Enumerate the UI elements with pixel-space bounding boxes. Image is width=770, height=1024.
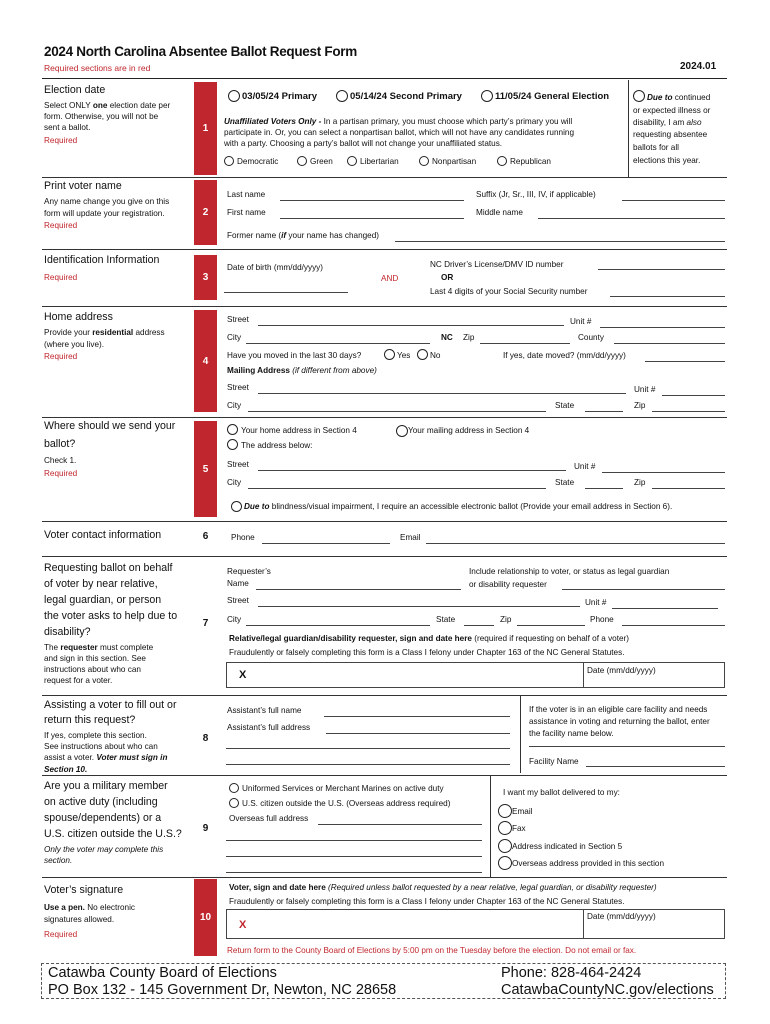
moved-yes-radio[interactable] [384, 349, 395, 360]
requester-signature-instructions: Relative/legal guardian/disability requester, sign and date here (required if requesting on behalf of a voter) [229, 634, 630, 643]
signature-x-mark: X [239, 919, 247, 931]
former-name-label: Former name (if your name has changed) [227, 231, 380, 240]
county-board-address: PO Box 132 - 145 Government Dr, Newton, NC 28658 [48, 982, 397, 998]
phone-field[interactable] [622, 625, 725, 626]
mailing-zip-label: Zip [634, 401, 646, 410]
section-title-line: on active duty (including [44, 796, 158, 808]
section-divider [42, 306, 727, 307]
header-divider [42, 78, 727, 79]
street-label: Street [227, 315, 249, 324]
county-board-name: Catawba County Board of Elections [48, 965, 277, 981]
section-title: Print voter name [44, 180, 122, 192]
care-facility-note-line: assistance in voting and returning the ballot, enter [529, 717, 710, 726]
section-title: Where should we send your [44, 420, 176, 432]
column-divider [490, 776, 491, 877]
party-republican-radio[interactable] [497, 156, 507, 166]
all-elections-radio[interactable] [633, 90, 645, 102]
last-name-field[interactable] [280, 200, 464, 201]
section-instructions: Any name change you give on this [44, 197, 170, 206]
assistant-name-label: Assistant’s full name [227, 706, 302, 715]
section-title: Assisting a voter to fill out or [44, 699, 177, 711]
phone-field[interactable] [262, 543, 390, 544]
overseas-address-label: Overseas full address [229, 814, 309, 823]
county-board-footer [41, 963, 726, 999]
unaffiliated-voters-note-line: participate in. Or, you can select a nonpartisan ballot, which will not have any candidates running [224, 128, 574, 137]
election-03-05-24-label: 03/05/24 Primary [242, 91, 318, 102]
citizen-outside-us-radio[interactable] [229, 798, 239, 808]
required-label: Required [44, 136, 78, 145]
middle-name-field[interactable] [538, 218, 725, 219]
section-instructions-line: instructions about who can [44, 665, 141, 674]
party-nonpartisan-radio[interactable] [419, 156, 429, 166]
send-mailing-address-radio[interactable] [396, 425, 408, 437]
zip-label: Zip [634, 478, 646, 487]
deliver-email-label: Email [512, 807, 533, 816]
drivers-license-label: NC Driver’s License/DMV ID number [430, 260, 564, 269]
section-number: 6 [202, 530, 209, 542]
section-title-line: of voter by near relative, [44, 578, 158, 590]
mailing-city-field[interactable] [248, 411, 546, 412]
party-libertarian-label: Libertarian [360, 157, 399, 166]
party-republican-label: Republican [510, 157, 551, 166]
section-instructions-line: See instructions about who can [44, 742, 158, 751]
section-instructions-line: form. Otherwise, you will not be [44, 112, 159, 121]
form-version: 2024.01 [680, 61, 717, 72]
section-divider [42, 775, 727, 776]
city-label: City [227, 333, 242, 342]
unit-label: Unit # [574, 462, 596, 471]
moved-question: Have you moved in the last 30 days? [227, 351, 362, 360]
section-divider [42, 521, 727, 522]
state-field[interactable] [464, 625, 494, 626]
former-name-field[interactable] [395, 241, 725, 242]
mailing-state-field[interactable] [585, 411, 623, 412]
party-democratic-radio[interactable] [224, 156, 234, 166]
section-instructions: Use a pen. No electronic [44, 903, 136, 912]
street-label: Street [227, 596, 249, 605]
all-elections-label-line: requesting absentee [633, 130, 708, 139]
section-divider [42, 177, 727, 178]
street-label: Street [227, 460, 249, 469]
party-libertarian-radio[interactable] [347, 156, 357, 166]
section-divider [42, 877, 727, 878]
section-divider [42, 249, 727, 250]
signature-x-mark: X [239, 669, 247, 681]
deliver-section5-address-label: Address indicated in Section 5 [512, 842, 623, 851]
unaffiliated-voters-note-line: with a party. Choosing a party’s ballot will not change your unaffiliated status. [224, 139, 503, 148]
party-green-radio[interactable] [297, 156, 307, 166]
send-address-below-radio[interactable] [227, 439, 238, 450]
fraud-warning: Fraudulently or falsely completing this form is a Class I felony under Chapter 163 of the NC General Statutes. [229, 648, 625, 657]
election-03-05-24-radio[interactable] [228, 90, 240, 102]
form-title: 2024 North Carolina Absentee Ballot Request Form [44, 44, 357, 59]
last-name-label: Last name [227, 190, 266, 199]
county-board-phone: Phone: 828-464-2424 [501, 965, 642, 981]
zip-label: Zip [500, 615, 512, 624]
section-instructions: Check 1. [44, 456, 77, 465]
deliver-email-radio[interactable] [498, 804, 512, 818]
unit-field[interactable] [600, 327, 725, 328]
mailing-street-label: Street [227, 383, 249, 392]
voter-signature-box[interactable] [226, 909, 584, 939]
deliver-section5-address-radio[interactable] [498, 839, 512, 853]
email-field[interactable] [426, 543, 725, 544]
election-11-05-24-label: 11/05/24 General Election [495, 91, 610, 102]
county-board-website[interactable]: CatawbaCountyNC.gov/elections [501, 982, 714, 998]
date-of-birth-field[interactable] [224, 292, 348, 293]
deliver-fax-label: Fax [512, 824, 526, 833]
section-divider [42, 695, 727, 696]
uniformed-services-radio[interactable] [229, 783, 239, 793]
city-field[interactable] [246, 343, 430, 344]
state-field[interactable] [585, 488, 623, 489]
first-name-label: First name [227, 208, 266, 217]
section-number-badge: 2 [194, 180, 217, 245]
mailing-zip-field[interactable] [652, 411, 725, 412]
all-elections-label-line: elections this year. [633, 156, 701, 165]
section-title-line: spouse/dependents) or a [44, 812, 162, 824]
facility-name-field[interactable] [586, 766, 725, 767]
section-number: 8 [202, 732, 209, 744]
mailing-unit-field[interactable] [662, 395, 725, 396]
section-instructions: Provide your residential address [44, 328, 165, 337]
send-home-address-radio[interactable] [227, 424, 238, 435]
unit-field[interactable] [612, 608, 718, 609]
requester-date-box[interactable] [584, 662, 725, 688]
city-label: City [227, 615, 242, 624]
zip-field[interactable] [652, 488, 725, 489]
unit-field[interactable] [602, 472, 725, 473]
election-05-14-24-label: 05/14/24 Second Primary [350, 91, 462, 102]
send-address-below-label: The address below: [241, 441, 313, 450]
deliver-fax-radio[interactable] [498, 821, 512, 835]
section-divider [42, 417, 727, 418]
county-field[interactable] [614, 343, 725, 344]
facility-name-line[interactable] [529, 746, 725, 747]
moved-no-label: No [430, 351, 441, 360]
column-divider [628, 80, 629, 177]
ssn-last4-label: Last 4 digits of your Social Security number [430, 287, 588, 296]
zip-field[interactable] [517, 625, 585, 626]
mailing-address-heading: Mailing Address (if different from above) [227, 366, 377, 375]
voter-signature-instructions: Voter, sign and date here (Required unless ballot requested by a near relative, legal guardian, or disability requester) [229, 883, 657, 892]
required-label: Required [44, 273, 78, 282]
requester-name-field[interactable] [256, 589, 461, 590]
city-field[interactable] [248, 488, 546, 489]
section-number-badge: 3 [194, 255, 217, 300]
requester-signature-box[interactable] [226, 662, 584, 688]
section-title-line: return this request? [44, 714, 136, 726]
citizen-outside-us-label: U.S. citizen outside the U.S. (Overseas address required) [242, 799, 451, 808]
unit-label: Unit # [585, 598, 607, 607]
section-title: Are you a military member [44, 780, 168, 792]
mailing-unit-label: Unit # [634, 385, 656, 394]
all-elections-label-line: ballots for all [633, 143, 679, 152]
section-instructions-line: section. [44, 856, 73, 865]
requester-name-label-line: Name [227, 579, 249, 588]
all-elections-label: Due to continued [647, 93, 711, 102]
section-instructions: Select ONLY one election date per [44, 101, 171, 110]
zip-label: Zip [463, 333, 475, 342]
state-nc-label: NC [441, 333, 453, 342]
first-name-field[interactable] [280, 218, 464, 219]
return-deadline-note: Return form to the County Board of Elections by 5:00 pm on the Tuesday before the election. Do not email or fax. [227, 946, 637, 955]
required-label: Required [44, 930, 78, 939]
section-title-line: ballot? [44, 438, 76, 450]
section-instructions-line: sent a ballot. [44, 123, 91, 132]
required-label: Required [44, 352, 78, 361]
street-field[interactable] [258, 470, 566, 471]
assistant-name-field[interactable] [324, 716, 510, 717]
section-title: Voter’s signature [44, 884, 124, 896]
section-instructions-line: assist a voter. Voter must sign in [44, 753, 168, 762]
section-instructions-line: signatures allowed. [44, 915, 115, 924]
required-label: Required [44, 469, 78, 478]
accessible-ballot-label: Due to blindness/visual impairment, I require an accessible electronic ballot (Provide your email address in Section 6). [244, 502, 673, 511]
city-field[interactable] [246, 625, 430, 626]
zip-field[interactable] [480, 343, 570, 344]
phone-label: Phone [231, 533, 255, 542]
relationship-label-line: or disability requester [469, 580, 547, 589]
section-title: Identification Information [44, 254, 160, 266]
moved-no-radio[interactable] [417, 349, 428, 360]
section-title-line: disability? [44, 626, 91, 638]
voter-date-box[interactable] [584, 909, 725, 939]
unaffiliated-voters-note: Unaffiliated Voters Only - In a partisan primary, you must choose which party’s primary you will [224, 117, 573, 126]
section-title-line: U.S. citizen outside the U.S.? [44, 828, 182, 840]
date-label: Date (mm/dd/yyyy) [587, 912, 656, 921]
date-label: Date (mm/dd/yyyy) [587, 666, 656, 675]
ssn-last4-field[interactable] [610, 296, 725, 297]
suffix-label: Suffix (Jr, Sr., III, IV, if applicable) [476, 190, 596, 199]
relationship-field[interactable] [562, 589, 725, 590]
assistant-address-field[interactable] [326, 733, 510, 734]
relationship-label: Include relationship to voter, or status as legal guardian [469, 567, 670, 576]
all-elections-label-line: disability, I am also [633, 118, 702, 127]
city-label: City [227, 478, 242, 487]
requester-name-label: Requester’s [227, 567, 271, 576]
and-label: AND [381, 274, 399, 283]
or-label: OR [441, 273, 454, 282]
section-divider [42, 556, 727, 557]
overseas-address-field-line[interactable] [226, 840, 482, 841]
unit-label: Unit # [570, 317, 592, 326]
section-title-line: the voter asks to help due to [44, 610, 178, 622]
date-moved-field[interactable] [645, 361, 725, 362]
column-divider [520, 696, 521, 773]
section-title-line: legal guardian, or person [44, 594, 162, 606]
drivers-license-field[interactable] [598, 269, 725, 270]
section-title: Voter contact information [44, 529, 162, 541]
section-number: 7 [202, 617, 209, 629]
party-nonpartisan-label: Nonpartisan [432, 157, 477, 166]
all-elections-label-line: or expected illness or [633, 106, 711, 115]
section-instructions: Only the voter may complete this [44, 845, 164, 854]
section-title: Home address [44, 311, 113, 323]
election-05-14-24-radio[interactable] [336, 90, 348, 102]
section-number: 9 [202, 822, 209, 834]
moved-yes-label: Yes [397, 351, 411, 360]
overseas-address-field[interactable] [318, 824, 482, 825]
county-label: County [578, 333, 604, 342]
assistant-address-field-line[interactable] [226, 748, 510, 749]
delivery-method-label: I want my ballot delivered to my: [503, 788, 620, 797]
section-number-badge: 10 [194, 879, 217, 956]
care-facility-note-line: the facility name below. [529, 729, 614, 738]
email-label: Email [400, 533, 421, 542]
date-of-birth-label: Date of birth (mm/dd/yyyy) [227, 263, 323, 272]
section-title: Election date [44, 84, 106, 96]
state-label: State [555, 478, 575, 487]
uniformed-services-label: Uniformed Services or Merchant Marines on active duty [242, 784, 444, 793]
phone-label: Phone [590, 615, 614, 624]
middle-name-label: Middle name [476, 208, 523, 217]
required-sections-note: Required sections are in red [44, 63, 151, 73]
section-instructions: If yes, complete this section. [44, 731, 147, 740]
care-facility-note: If the voter is in an eligible care facility and needs [529, 705, 708, 714]
section-instructions-line: request for a voter. [44, 676, 113, 685]
street-field[interactable] [258, 325, 564, 326]
overseas-address-field-line[interactable] [226, 856, 482, 857]
accessible-ballot-radio[interactable] [231, 501, 242, 512]
election-11-05-24-radio[interactable] [481, 90, 493, 102]
section-instructions-line: and sign in this section. See [44, 654, 146, 663]
send-home-address-label: Your home address in Section 4 [241, 426, 357, 435]
state-label: State [436, 615, 456, 624]
party-democratic-label: Democratic [237, 157, 279, 166]
deliver-overseas-address-label: Overseas address provided in this section [512, 859, 665, 868]
send-mailing-address-label: Your mailing address in Section 4 [408, 426, 530, 435]
facility-name-label: Facility Name [529, 757, 579, 766]
assistant-address-label: Assistant’s full address [227, 723, 311, 732]
section-number-badge: 5 [194, 421, 217, 517]
street-field[interactable] [258, 606, 580, 607]
assistant-address-field-line[interactable] [226, 764, 510, 765]
fraud-warning: Fraudulently or falsely completing this form is a Class I felony under Chapter 163 of the NC General Statutes. [229, 897, 625, 906]
mailing-state-label: State [555, 401, 575, 410]
section-number-badge: 1 [194, 82, 217, 175]
deliver-overseas-address-radio[interactable] [498, 856, 512, 870]
party-green-label: Green [310, 157, 333, 166]
section-title: Requesting ballot on behalf [44, 562, 173, 574]
section-instructions-line: (where you live). [44, 340, 105, 349]
required-label: Required [44, 221, 78, 230]
section-number-badge: 4 [194, 310, 217, 412]
section-instructions: The requester must complete [44, 643, 154, 652]
mailing-street-field[interactable] [258, 393, 626, 394]
mailing-city-label: City [227, 401, 242, 410]
section-instructions-line: Section 10. [44, 765, 88, 774]
date-moved-label: If yes, date moved? (mm/dd/yyyy) [503, 351, 626, 360]
suffix-field[interactable] [622, 200, 725, 201]
section-instructions-line: form will update your registration. [44, 209, 165, 218]
overseas-address-field-line[interactable] [226, 872, 482, 873]
